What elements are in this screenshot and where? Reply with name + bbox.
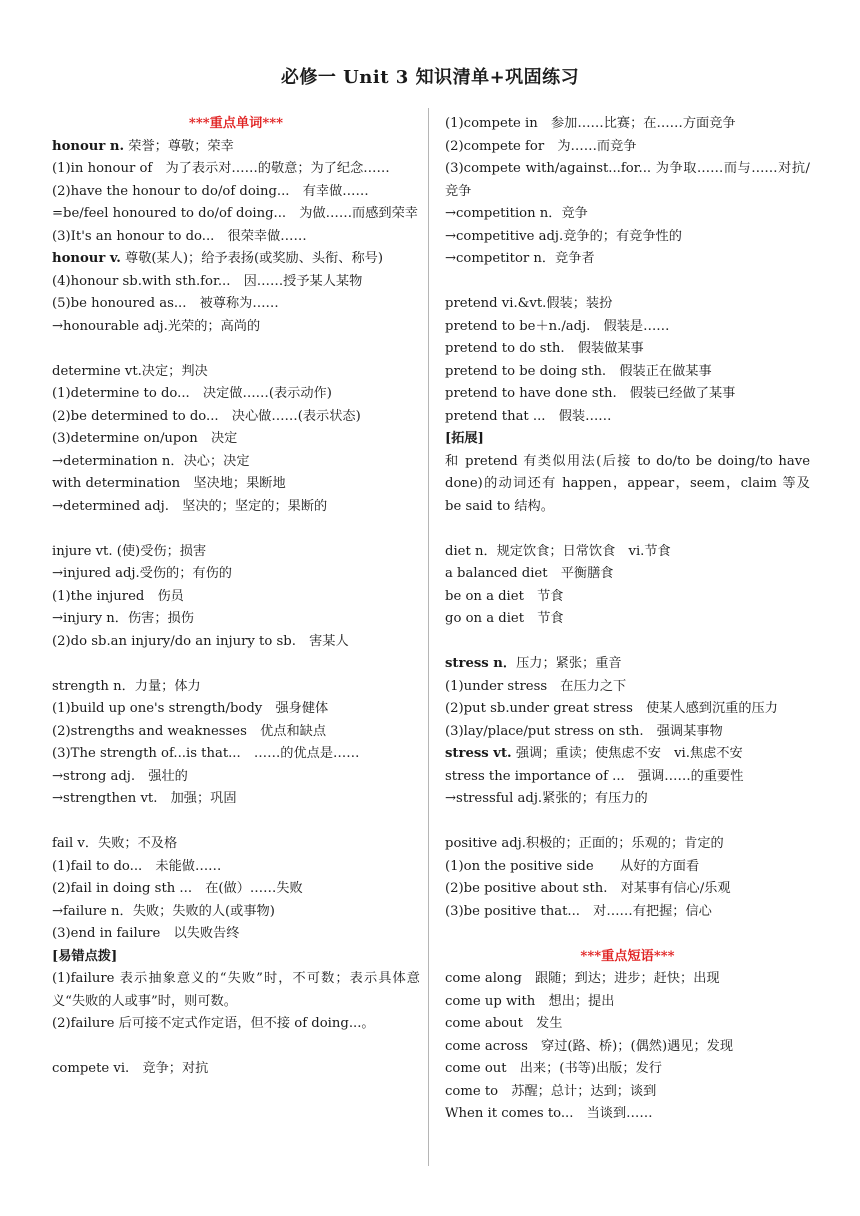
text-line: a balanced diet 平衡膳食 [445,566,614,581]
text-line: (2)strengths and weaknesses 优点和缺点 [52,723,327,739]
text-line: injure vt. (使)受伤；损害 [52,543,207,559]
section-heading: ***重点单词*** [188,116,284,131]
text-line: come along 跟随；到达；进步；赶快；出现 [445,971,720,986]
text-line: come across 穿过(路、桥)；(偶然)遇见；发现 [445,1038,734,1054]
text-line: stress the importance of ... 强调……的重要性 [445,768,744,784]
text-line: (2)be positive about sth. 对某事有信心/乐观 [445,881,731,896]
definition: 压力；紧张；重音 [516,656,622,671]
text-line: (1)build up one's strength/body 强身健体 [52,701,329,716]
right-column [445,113,810,1126]
spacer [52,1036,420,1059]
text-line [445,743,810,766]
subsection-label: [拓展] [445,431,484,446]
headword: stress n． [445,656,517,671]
text-line: diet n．规定饮食；日常饮食 vi.节食 [445,543,671,559]
text-line: (1)determine to do... 决定做……(表示动作) [52,386,332,401]
text-line: with determination 坚决地；果断地 [52,476,286,491]
text-line: determine vt.决定；判决 [52,363,208,379]
text-line: (1)failure 表示抽象意义的“失败”时，不可数；表示具体意义“失败的人或事”时，则可数。 [52,971,420,1009]
text-line: come about 发生 [445,1016,563,1031]
headword: stress vt. [445,746,512,761]
text-line: (2)compete for 为……而竞争 [445,138,637,154]
text-line: strength n．力量；体力 [52,678,201,694]
text-line: When it comes to... 当谈到…… [445,1106,653,1121]
text-line: →determination n．决心；决定 [52,453,250,469]
text-line: (3)lay/place/put stress on sth. 强调某事物 [445,723,723,739]
text-line: (3)It's an honour to do... 很荣幸做…… [52,228,307,244]
text-line: come up with 想出；提出 [445,993,615,1009]
text-line: fail v．失败；不及格 [52,836,178,851]
text-line: (2)be determined to do... 决心做……(表示状态) [52,408,361,424]
text-line: (1)the injured 伤员 [52,588,184,604]
text-line: (3)The strength of...is that... ……的优点是…… [52,746,360,761]
spacer [52,518,420,541]
headword: honour n. [52,138,125,154]
section-heading: ***重点短语*** [580,948,675,964]
text-line: pretend to do sth. 假装做某事 [445,341,644,356]
text-line: (5)be honoured as... 被尊称为…… [52,296,279,311]
text-line: →injury n．伤害；损伤 [52,611,194,626]
text-line [445,653,810,676]
spacer [445,923,810,946]
text-line: (1)under stress 在压力之下 [445,678,627,694]
definition: 强调；重读；使焦虑不安 vi.焦虑不安 [511,746,743,761]
text-line: (2)do sb.an injury/do an injury to sb. 害某人 [52,633,349,649]
spacer [445,518,810,541]
spacer [52,653,420,676]
text-line: (3)determine on/upon 决定 [52,431,238,446]
text-line: (2)put sb.under great stress 使某人感到沉重的压力 [445,701,778,716]
text-line: →failure n．失败；失败的人(或事物) [52,903,275,919]
text-line: →strengthen vt. 加强；巩固 [52,791,237,806]
text-line: →competition n．竞争 [445,206,588,221]
text-line: be on a diet 节食 [445,588,564,604]
text-line: pretend to have done sth. 假装已经做了某事 [445,386,736,401]
text-line: (1)in honour of 为了表示对……的敬意；为了纪念…… [52,161,390,176]
text-line: (1)fail to do... 未能做…… [52,858,222,874]
text-line [52,136,420,159]
spacer [445,811,810,834]
text-line: compete vi. 竞争；对抗 [52,1061,209,1076]
text-line: positive adj.积极的；正面的；乐观的；肯定的 [445,836,724,851]
text-line: →injured adj.受伤的；有伤的 [52,566,232,581]
spacer [445,631,810,654]
spacer [52,811,420,834]
text-line: →strong adj. 强壮的 [52,768,188,784]
headword: honour v. [52,251,121,266]
definition: 荣誉；尊敬；荣幸 [124,138,234,154]
text-line: 和 pretend 有类似用法(后接 to do/to be doing/to have done)的动词还有 happen，appear，seem，claim 等及 be said to 结构。 [445,453,810,514]
text-line: →determined adj. 坚决的；坚定的；果断的 [52,498,328,514]
subsection-label: [易错点拨] [52,948,118,964]
left-column [52,113,420,1081]
text-line: (3)compete with/against...for... 为争取……而与……对抗/竞争 [445,161,810,199]
page-title: 必修一 Unit 3 知识清单+巩固练习 [280,67,580,88]
text-line: pretend to be＋n./adj. 假装是…… [445,318,670,334]
text-line: →honourable adj.光荣的；高尚的 [52,318,261,334]
text-line: →competitive adj.竞争的；有竞争性的 [445,228,682,244]
text-line: (1)on the positive side 从好的方面看 [445,858,700,874]
text-line: pretend vi.&vt.假装；装扮 [445,296,613,311]
text-line: come out 出来；(书等)出版；发行 [445,1061,662,1076]
text-line: (3)end in failure 以失败告终 [52,926,240,941]
text-line: (2)have the honour to do/of doing... 有幸做…… [52,183,369,199]
text-line: →competitor n．竞争者 [445,251,595,266]
text-line: go on a diet 节食 [445,611,564,626]
text-line: (2)failure 后可接不定式作定语，但不接 of doing...。 [52,1016,375,1031]
text-line: (1)compete in 参加……比赛；在……方面竞争 [445,116,736,131]
text-line: come to 苏醒；总计；达到；谈到 [445,1083,657,1099]
spacer [52,338,420,361]
column-divider [428,108,429,1166]
text-line: pretend that ... 假装…… [445,408,612,424]
text-line: pretend to be doing sth. 假装正在做某事 [445,363,712,379]
text-line: (2)fail in doing sth ... 在(做）……失败 [52,881,303,896]
definition: 尊敬(某人)；给予表扬(或奖励、头衔、称号) [120,251,383,266]
text-line: =be/feel honoured to do/of doing... 为做……而感到荣幸 [52,206,418,221]
text-line: (3)be positive that... 对……有把握；信心 [445,903,712,919]
text-line: →stressful adj.紧张的；有压力的 [445,791,648,806]
text-line: (4)honour sb.with sth.for... 因……授予某人某物 [52,273,363,289]
text-line [52,248,420,271]
spacer [445,271,810,294]
